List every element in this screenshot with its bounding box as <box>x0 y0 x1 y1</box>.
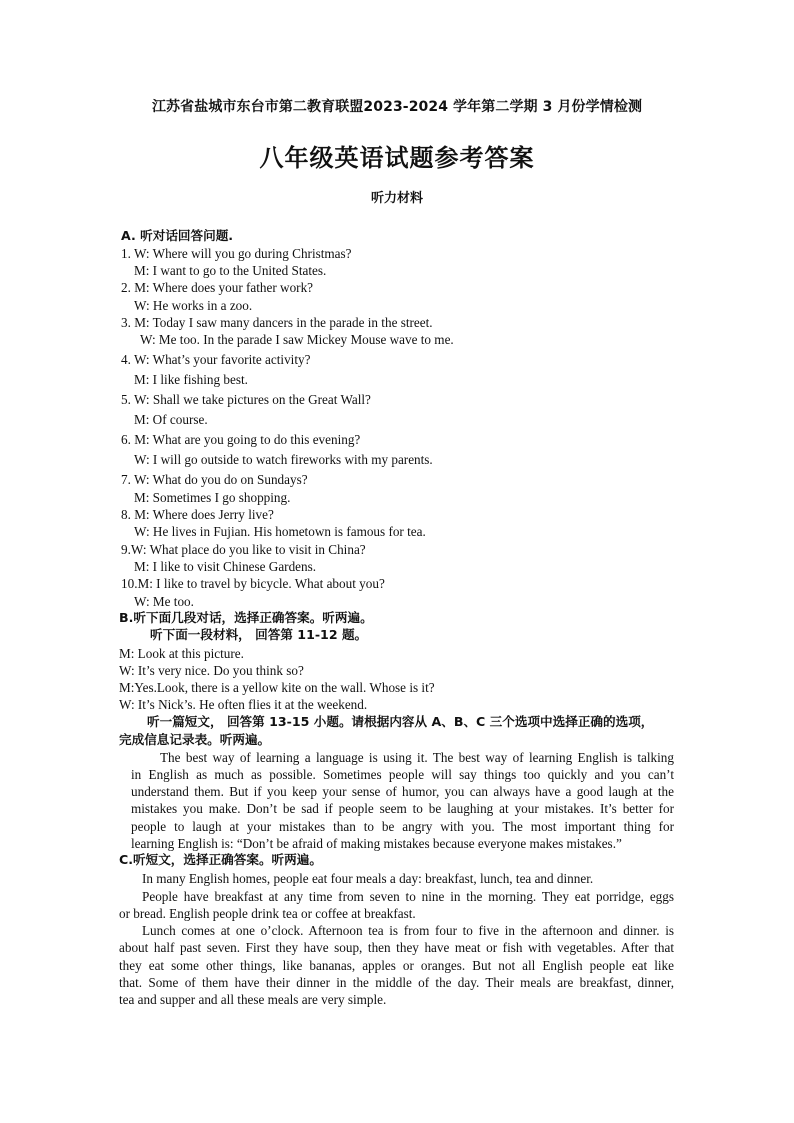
dialogue-line: M: I like fishing best. <box>134 372 248 387</box>
dialogue-line: 6. M: What are you going to do this evening? <box>121 432 361 447</box>
passage-line: they eat some other things, like bananas, apples or oranges. But not all English people eat like <box>119 958 674 973</box>
dialogue-line: 7. W: What do you do on Sundays? <box>121 472 308 487</box>
dialogue-line: 9.W: What place do you like to visit in China? <box>121 542 366 557</box>
dialogue-line: 8. M: Where does Jerry live? <box>121 507 274 522</box>
dialogue-line: 1. W: Where will you go during Christmas? <box>121 246 352 261</box>
answer-key-title: 八年级英语试题参考答案 <box>259 144 535 172</box>
passage-line: mistakes you make. Don’t be sad if people seem to be laughing at your mistakes. It’s better for <box>131 801 674 816</box>
exam-title: 江苏省盐城市东台市第二教育联盟2023-2024 学年第二学期 3 月份学情检测 <box>151 99 643 115</box>
passage-line: in English as much as possible. Sometimes people will say things too quickly and you can’t <box>131 767 674 782</box>
passage-line: The best way of learning a language is using it. The best way of learning English is talking <box>160 750 674 765</box>
dialogue-line: W: I will go outside to watch fireworks with my parents. <box>134 452 433 467</box>
passage-line: In many English homes, people eat four meals a day: breakfast, lunch, tea and dinner. <box>142 871 594 886</box>
dialogue-line: M: I like to visit Chinese Gardens. <box>134 559 317 574</box>
passage-line: Lunch comes at one o’clock. Afternoon tea is from four to five in the afternoon and dinner. is <box>142 923 674 938</box>
dialogue-line: M: Look at this picture. <box>119 646 244 661</box>
section-b-heading: B.听下面几段对话，选择正确答案。听两遍。 <box>119 610 373 625</box>
dialogue-line: 4. W: What’s your favorite activity? <box>121 352 311 367</box>
dialogue-line: W: He works in a zoo. <box>134 298 253 313</box>
section-c-heading: C.听短文，选择正确答案。听两遍。 <box>119 852 322 867</box>
dialogue-line: 3. M: Today I saw many dancers in the parade in the street. <box>121 315 433 330</box>
passage-line: understand them. But if you keep your sense of humor, you can always have a good laugh at the <box>131 784 674 799</box>
dialogue-line: W: He lives in Fujian. His hometown is famous for tea. <box>134 524 426 539</box>
section-b-subheading-13-15: 听一篇短文， 回答第 13-15 小题。请根据内容从 A、B、C 三个选项中选择正确的选项， <box>147 714 654 729</box>
passage-line: learning English is: “Don’t be afraid of making mistakes because everyone makes mistakes.” <box>131 836 622 851</box>
section-b-subheading-13-15-cont: 完成信息记录表。听两遍。 <box>119 732 271 747</box>
dialogue-line: W: Me too. In the parade I saw Mickey Mouse wave to me. <box>140 332 454 347</box>
passage-line: or bread. English people drink tea or coffee at breakfast. <box>119 906 416 921</box>
section-b-subheading-11-12: 听下面一段材料， 回答第 11-12 题。 <box>150 627 368 642</box>
dialogue-line: M: I want to go to the United States. <box>134 263 327 278</box>
dialogue-line: W: It’s Nick’s. He often flies it at the weekend. <box>119 697 368 712</box>
section-a-heading: A. 听对话回答问题. <box>121 228 234 243</box>
listening-material-label: 听力材料 <box>370 191 423 206</box>
passage-line: that. Some of them have their dinner in the middle of the day. Their meals are breakfast, dinner, <box>119 975 674 990</box>
dialogue-line: M: Of course. <box>134 412 208 427</box>
dialogue-line: W: Me too. <box>134 594 194 609</box>
dialogue-line: 2. M: Where does your father work? <box>121 280 314 295</box>
dialogue-line: M:Yes.Look, there is a yellow kite on the wall. Whose is it? <box>119 680 435 695</box>
dialogue-line: 5. W: Shall we take pictures on the Great Wall? <box>121 392 371 407</box>
passage-line: tea and supper and all these meals are very simple. <box>119 992 387 1007</box>
passage-line: People have breakfast at any time from seven to nine in the morning. They eat porridge, eggs <box>142 889 674 904</box>
dialogue-line: M: Sometimes I go shopping. <box>134 490 291 505</box>
dialogue-line: W: It’s very nice. Do you think so? <box>119 663 304 678</box>
passage-line: people to laugh at your mistakes than to be angry with you. The most important thing for <box>131 819 674 834</box>
dialogue-line: 10.M: I like to travel by bicycle. What about you? <box>121 576 385 591</box>
passage-line: about half past seven. First they have soup, then they have meat or fish with vegetables. After that <box>119 940 674 955</box>
